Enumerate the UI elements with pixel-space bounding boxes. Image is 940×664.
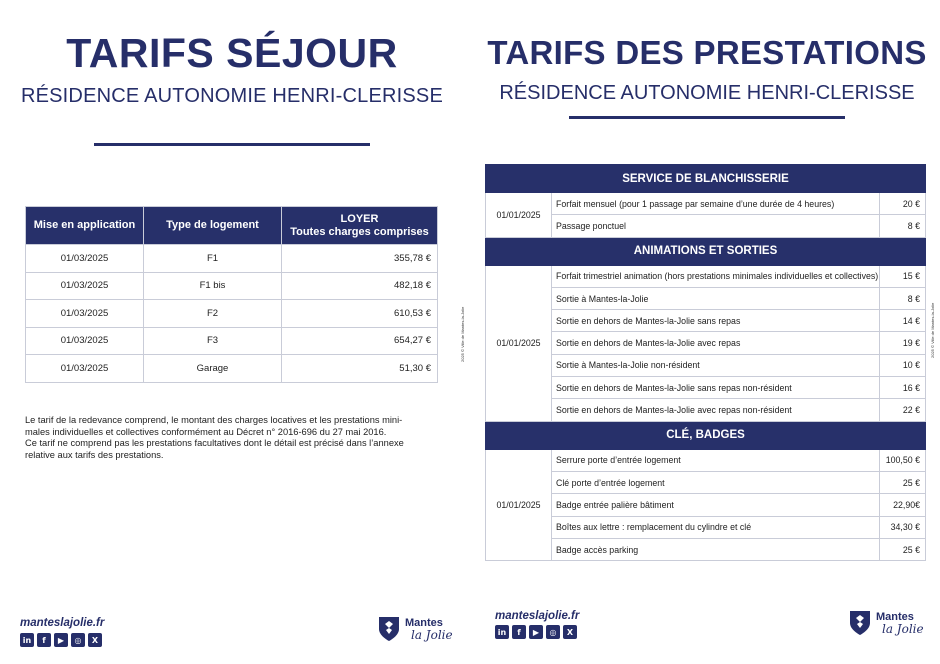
left-credit: 2025 © Ville de Mantes-la-Jolie <box>460 306 465 362</box>
youtube-icon[interactable]: ▶ <box>529 625 543 639</box>
cell-price: 16 € <box>880 377 926 399</box>
cell-label: Clé porte d’entrée logement <box>552 471 880 493</box>
logo-text <box>876 612 924 635</box>
cell-price: 8 € <box>880 215 926 237</box>
prestations-table <box>485 164 926 561</box>
cell-label: Sortie à Mantes-la-Jolie non-résident <box>552 354 880 376</box>
cell-type: F3 <box>144 327 282 355</box>
cell-label: Badge entrée palière bâtiment <box>552 494 880 516</box>
cell-loyer: 610,53 € <box>282 300 438 328</box>
header-mise-en-application: Mise en application <box>26 207 144 245</box>
table-row <box>486 332 926 354</box>
cell-type: Garage <box>144 355 282 383</box>
table-row <box>486 399 926 421</box>
cell-label: Sortie en dehors de Mantes-la-Jolie avec repas <box>552 332 880 354</box>
cell-price: 100,50 € <box>880 449 926 471</box>
table-row <box>26 300 438 328</box>
cell-date: 01/03/2025 <box>26 272 144 300</box>
mantes-logo-right <box>848 609 924 637</box>
x-icon[interactable]: X <box>563 625 577 639</box>
table-row <box>486 377 926 399</box>
cell-price: 34,30 € <box>880 516 926 538</box>
cell-price: 22,90€ <box>880 494 926 516</box>
cell-loyer: 654,27 € <box>282 327 438 355</box>
cell-date: 01/01/2025 <box>486 449 552 560</box>
cell-price: 10 € <box>880 354 926 376</box>
cell-type: F2 <box>144 300 282 328</box>
note-line: Le tarif de la redevance comprend, le montant des charges locatives et les prestations mini- <box>25 415 403 425</box>
facebook-icon[interactable]: f <box>512 625 526 639</box>
header-loyer-sub: Toutes charges comprises <box>290 225 429 238</box>
table-row <box>486 538 926 560</box>
cell-date: 01/01/2025 <box>486 265 552 421</box>
table-row <box>486 265 926 287</box>
table-row <box>486 471 926 493</box>
shield-icon <box>377 615 401 643</box>
cell-loyer: 482,18 € <box>282 272 438 300</box>
table-row <box>26 245 438 273</box>
social-links-right <box>495 625 577 639</box>
note-line: males individuelles et collectives conformément au Décret n° 2016-696 du 27 mai 2016. <box>25 426 387 437</box>
header-loyer <box>282 207 438 245</box>
table-row <box>486 354 926 376</box>
table-row <box>486 193 926 215</box>
cell-label: Forfait mensuel (pour 1 passage par semaine d’une durée de 4 heures) <box>552 193 880 215</box>
cell-date: 01/03/2025 <box>26 327 144 355</box>
table-row <box>486 449 926 471</box>
logo-mantes: Mantes <box>876 610 914 623</box>
prestations-title: TARIFS DES PRESTATIONS <box>487 34 927 71</box>
note-line: Ce tarif ne comprend pas les prestations facultatives dont le détail est précisé dans l’annexe <box>25 438 404 448</box>
instagram-icon[interactable]: ◎ <box>71 633 85 647</box>
cell-price: 25 € <box>880 471 926 493</box>
cell-label: Sortie en dehors de Mantes-la-Jolie sans repas <box>552 310 880 332</box>
sejour-note <box>25 415 445 461</box>
section-header <box>486 237 926 265</box>
right-credit: 2025 © Ville de Mantes-la-Jolie <box>930 302 935 358</box>
table-row <box>486 516 926 538</box>
cell-type: F1 bis <box>144 272 282 300</box>
sejour-title: TARIFS SÉJOUR <box>66 30 398 76</box>
cell-price: 14 € <box>880 310 926 332</box>
header-loyer-label: LOYER <box>340 212 379 225</box>
sejour-divider <box>94 143 370 146</box>
section-title: SERVICE DE BLANCHISSERIE <box>486 165 926 193</box>
section-title: ANIMATIONS ET SORTIES <box>486 237 926 265</box>
cell-price: 15 € <box>880 265 926 287</box>
table-row <box>26 327 438 355</box>
note-line: relative aux tarifs des prestations. <box>25 449 164 460</box>
prestations-subtitle: RÉSIDENCE AUTONOMIE HENRI-CLERISSE <box>499 82 915 104</box>
linkedin-icon[interactable]: in <box>495 625 509 639</box>
linkedin-icon[interactable]: in <box>20 633 34 647</box>
shield-icon <box>848 609 872 637</box>
cell-label: Sortie en dehors de Mantes-la-Jolie sans repas non-résident <box>552 377 880 399</box>
cell-label: Passage ponctuel <box>552 215 880 237</box>
youtube-icon[interactable]: ▶ <box>54 633 68 647</box>
cell-label: Sortie en dehors de Mantes-la-Jolie avec repas non-résident <box>552 399 880 421</box>
section-header <box>486 165 926 193</box>
table-row <box>486 287 926 309</box>
sejour-table-header <box>26 207 438 245</box>
prestations-divider <box>569 116 845 119</box>
table-row <box>26 272 438 300</box>
table-row <box>26 355 438 383</box>
header-type-logement: Type de logement <box>144 207 282 245</box>
cell-label: Badge accès parking <box>552 538 880 560</box>
cell-price: 20 € <box>880 193 926 215</box>
x-icon[interactable]: X <box>88 633 102 647</box>
instagram-icon[interactable]: ◎ <box>546 625 560 639</box>
mantes-logo-left <box>377 615 453 643</box>
cell-date: 01/01/2025 <box>486 193 552 238</box>
table-row <box>486 215 926 237</box>
table-row <box>486 310 926 332</box>
cell-price: 19 € <box>880 332 926 354</box>
section-title: CLÉ, BADGES <box>486 421 926 449</box>
cell-price: 22 € <box>880 399 926 421</box>
cell-label: Forfait trimestriel animation (hors prestations minimales individuelles et collectives) <box>552 265 880 287</box>
logo-mantes: Mantes <box>405 616 443 629</box>
cell-loyer: 51,30 € <box>282 355 438 383</box>
sejour-subtitle: RÉSIDENCE AUTONOMIE HENRI-CLERISSE <box>20 85 444 107</box>
cell-label: Serrure porte d’entrée logement <box>552 449 880 471</box>
section-header <box>486 421 926 449</box>
logo-jolie: la Jolie <box>411 627 453 642</box>
footer-url-right[interactable]: manteslajolie.fr <box>495 610 580 622</box>
cell-loyer: 355,78 € <box>282 245 438 273</box>
cell-label: Boîtes aux lettre : remplacement du cylindre et clé <box>552 516 880 538</box>
cell-price: 25 € <box>880 538 926 560</box>
sejour-table <box>25 206 438 383</box>
cell-date: 01/03/2025 <box>26 245 144 273</box>
social-links-left <box>20 633 102 647</box>
footer-url-left[interactable]: manteslajolie.fr <box>20 617 105 629</box>
cell-date: 01/03/2025 <box>26 355 144 383</box>
cell-date: 01/03/2025 <box>26 300 144 328</box>
facebook-icon[interactable]: f <box>37 633 51 647</box>
logo-jolie: la Jolie <box>882 621 924 636</box>
logo-text <box>405 618 453 641</box>
cell-type: F1 <box>144 245 282 273</box>
table-row <box>486 494 926 516</box>
cell-price: 8 € <box>880 287 926 309</box>
cell-label: Sortie à Mantes-la-Jolie <box>552 287 880 309</box>
